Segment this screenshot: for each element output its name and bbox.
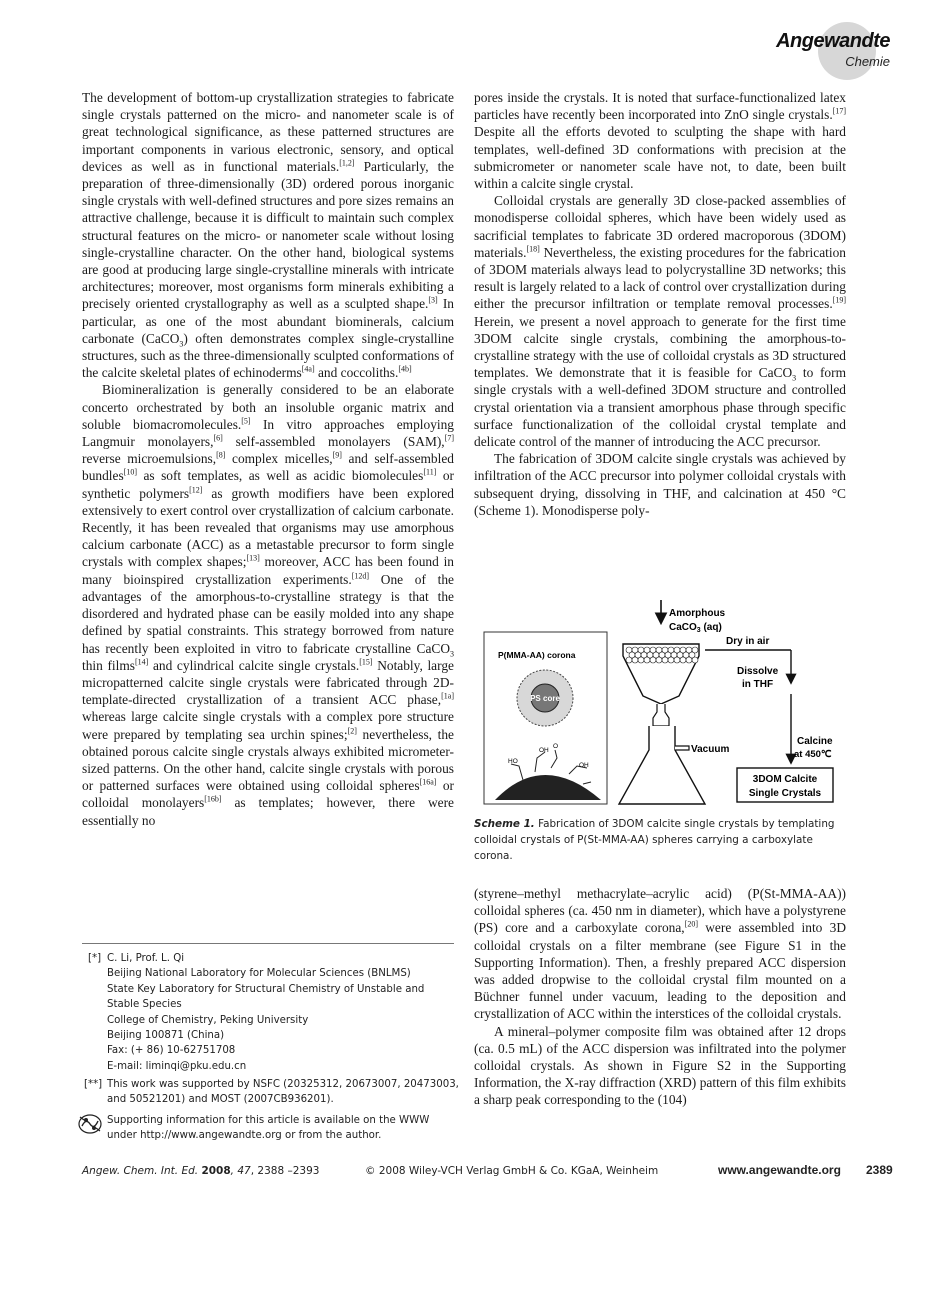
affiliation: Beijing 100871 (China) <box>107 1030 225 1042</box>
caco3-label: CaCO$_3$ (aq) <box>669 622 722 634</box>
affiliation: Beijing National Laboratory for Molecular Sciences (BNLMS) <box>107 968 411 980</box>
funding-text: and 50521201) and MOST (2007CB936201). <box>107 1094 334 1106</box>
paragraph: pores inside the crystals. It is noted that surface-functionalized latex particles have recently been incorporated into ZnO single crystals.[17] Despite all the efforts devoted to sculpting the shape with hard templates, well-defined 3D conformations with precision at the submicrometer or nanometer scale have not, to date, been built within a calcite single crystal. <box>474 90 846 192</box>
dissolve-label: in THF <box>742 679 774 690</box>
fax: Fax: (+ 86) 10-62751708 <box>107 1045 236 1057</box>
product-label: 3DOM Calcite <box>752 774 818 785</box>
ps-core-label: PS core <box>530 694 560 703</box>
paragraph: Biomineralization is generally considered to be an elaborate concerto orchestrated by both an insoluble organic matrix and soluble biomacromolecules.[5] In vitro approaches employing Langmuir monolayers,[6] self-assembled monolayers (SAM),[7] reverse microemulsions,[8] complex micelles,[9] and self-assembled bundles[10] as soft templates, as well as acidic biomolecules[11] or synthetic polymers[12] as growth modifiers have been explored extensively to exert control over crystallization of calcium carbonate. Recently, it has been revealed that organisms may use amorphous calcium carbonate (ACC) as a metastable precursor to form single crystals with complex shapes;[13] moreover, ACC has been found in many bioinspired crystallization experiments.[12d] One of the advantages of the amorphous-to-crystalline strategy is that the disordered and hydrated phase can be easily molded into any shape defined by spatial constraints. This strategy borrowed from nature has recently been exploited in vitro to fabricate crystalline CaCO$_3$ thin films[14] and cylindrical calcite single crystals.[15] Notably, large micropatterned calcite single crystals were fabricated through 2D-template-directed crystallization of a transient ACC phase,[1a] whereas large calcite single crystals with a complex pore structure were prepared by templating sea urchin spines;[2] nevertheless, the obtained porous calcite single crystals always exhibited micrometer-sized patterns. On the other hand, calcite single crystals with porous or patterned surfaces were obtained using colloidal spheres[16a] or colloidal monolayers[16b] as templates; however, there were essentially no <box>82 382 455 828</box>
page-number: 2389 <box>866 1163 893 1177</box>
copyright: © 2008 Wiley-VCH Verlag GmbH & Co. KGaA, Weinheim <box>365 1165 659 1177</box>
left-column <box>82 89 454 829</box>
footnote-rule <box>82 943 454 944</box>
footnote-mark: [**] <box>84 1079 103 1090</box>
logo-subtitle: Chemie <box>845 54 890 69</box>
affiliation: Stable Species <box>107 999 182 1011</box>
paragraph: Colloidal crystals are generally 3D close-packed assemblies of monodisperse colloidal spheres, which have been widely used as sacrificial templates to fabricate 3D ordered macroporous (3DOM) materials.[18] Nevertheless, the existing procedures for the fabrication of 3DOM materials always lead to polycrystalline 3D networks; this result is largely related to a lack of control over crystallization during either the precursor infiltration or template removal processes.[19] Herein, we present a novel approach to generate for the first time 3DOM calcite single crystals, combining the amorphous-to-crystalline strategy with the use of colloidal crystals as 3D structured templates. We demonstrate that it is feasible for CaCO$_3$ to form single crystals with a well-defined 3DOM structure and controlled crystal orientation via a transient amorphous phase through specific surface functionalization of the colloidal crystal template and delicate control of the manner of introducing the ACC precursor. <box>474 193 846 450</box>
funding-text: This work was supported by NSFC (20325312, 20673007, 20473003, <box>107 1079 459 1090</box>
filter-flask <box>619 726 705 804</box>
supporting-info-text: under http://www.angewandte.org or from the author. <box>107 1130 382 1142</box>
label-o: O <box>553 743 559 750</box>
scheme-1-figure <box>483 600 845 810</box>
dry-label: Dry in air <box>726 636 770 647</box>
label-oh: OH <box>539 747 549 754</box>
amorphous-label: Amorphous <box>669 608 726 619</box>
label-oh: OH <box>579 762 589 769</box>
citation: Angew. Chem. Int. Ed. 2008, 47, 2388 –2393 <box>82 1165 320 1177</box>
email: E-mail: liminqi@pku.edu.cn <box>107 1060 247 1072</box>
journal-logo <box>776 14 900 74</box>
supporting-info-text: Supporting information for this article is available on the WWW <box>107 1115 430 1126</box>
calcine-label: at 450℃ <box>794 749 832 760</box>
supporting-info-icon <box>77 1113 103 1140</box>
scheme-caption: Scheme 1. Fabrication of 3DOM calcite single crystals by templating colloidal crystals of P(St-MMA-AA) spheres carrying a carboxylate corona. <box>474 818 835 862</box>
product-label: Single Crystals <box>748 788 822 799</box>
authors: C. Li, Prof. L. Qi <box>107 953 185 964</box>
caption-label: Scheme 1. <box>474 818 535 830</box>
paragraph: A mineral–polymer composite film was obtained after 12 drops (ca. 0.5 mL) of the ACC dispersion was infiltrated into the polymer colloidal crystals. As shown in Figure S2 in the Supporting Information, the X-ray diffraction (XRD) pattern of this film exhibits a sharp peak corresponding to the (104) <box>474 1023 846 1108</box>
logo-title: Angewandte <box>776 30 890 52</box>
affiliation: State Key Laboratory for Structural Chemistry of Unstable and <box>107 983 425 995</box>
colloidal-crystal <box>626 647 698 663</box>
right-column-continued <box>474 885 846 1109</box>
affiliation: College of Chemistry, Peking University <box>107 1014 309 1026</box>
calcine-label: Calcine <box>797 736 833 747</box>
website-link[interactable]: www.angewandte.org <box>718 1163 841 1177</box>
vacuum-label: Vacuum <box>691 744 730 755</box>
right-column <box>474 89 846 519</box>
paragraph: (styrene–methyl methacrylate–acrylic acid) (P(St-MMA-AA)) colloidal spheres (ca. 450 nm in diameter), which have a polystyrene (PS) core and a carboxylate corona,[20] were assembled into 3D colloidal crystals on a filter membrane (see Figure S1 in the Supporting Information). Then, a freshly prepared ACC dispersion was added dropwise to the colloidal crystal film mounted on a Büchner funnel under vacuum, leading to the deposition and crystallization of ACC within the interstices of the colloidal crystals. <box>474 886 846 1022</box>
dissolve-label: Dissolve <box>737 666 779 677</box>
corona-label: P(MMA-AA) corona <box>498 650 576 660</box>
footnote-mark: [*] <box>88 953 102 964</box>
paragraph: The fabrication of 3DOM calcite single crystals was achieved by infiltration of the ACC precursor into polymer colloidal crystals with subsequent drying, dissolving in THF, and calcination at 450 °C (Scheme 1). Monodisperse poly- <box>474 451 846 518</box>
paragraph: The development of bottom-up crystallization strategies to fabricate single crystals patterned on the micro- and nanometer scale is of great technological significance, as these patterned structures are important components in various electronic, sensory, and optical devices as well as in functional materials.[1,2] Particularly, the preparation of three-dimensionally (3D) ordered porous inorganic single crystals with well-defined structures and pore sizes remains an attractive challenge, because it is difficult to maintain such complex structural features on the micro- or nanometer scale without losing single-crystalline character. On the other hand, biological systems are good at producing large single-crystalline minerals with intricate architectures; moreover, most organisms form minerals exhibiting a precisely oriented crystallography as well as a sculpted shape.[3] In particular, as one of the most abundant biominerals, calcium carbonate (CaCO$_3$) often demonstrates complex single-crystalline structures, such as the three-dimensionally sculpted conformations of the calcite skeletal plates of echinoderms[4a] and coccoliths.[4b] <box>82 90 454 381</box>
label-ho: HO <box>508 758 518 765</box>
